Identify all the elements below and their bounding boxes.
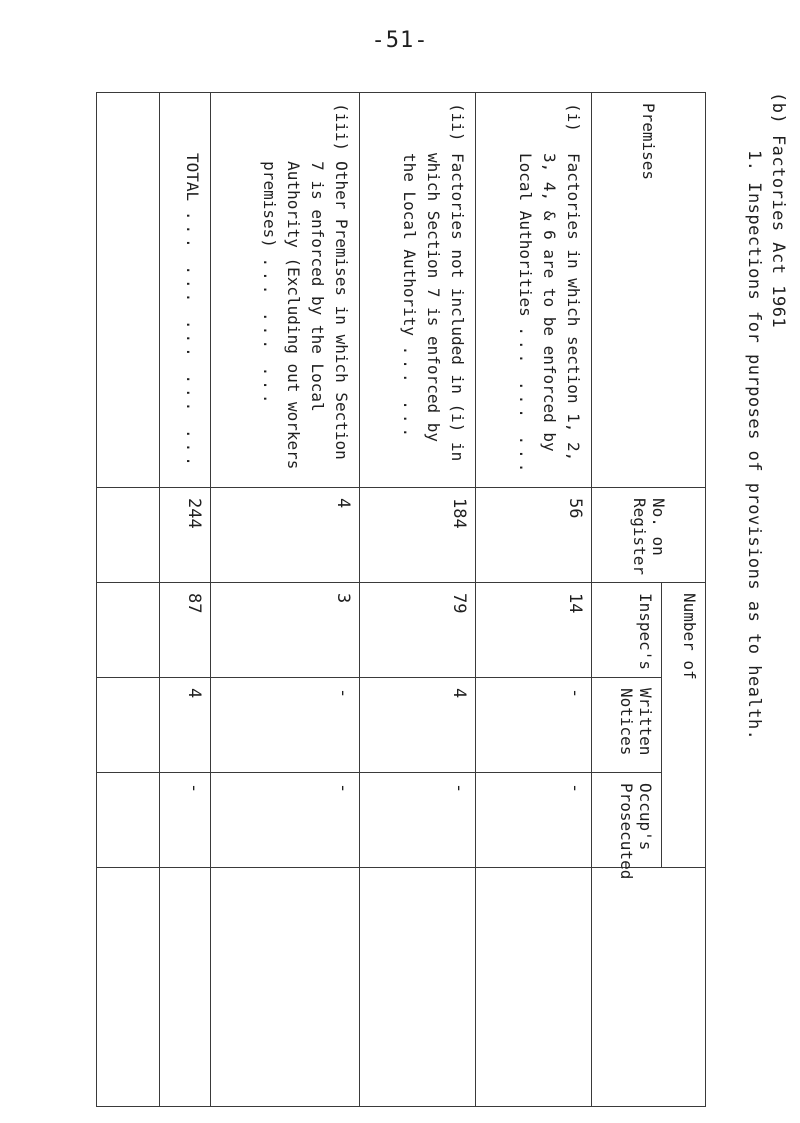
inspections-table: [96, 92, 706, 1107]
prosecuted-value: -: [476, 773, 592, 868]
subsection-heading: 1. Inspections for purposes of provisions as to health.: [744, 150, 764, 741]
premises-cell: [160, 93, 211, 488]
leader-dots: ... ... ... ... ...: [182, 210, 202, 470]
occupiers-prosecuted-header: Occup's Prosecuted: [592, 773, 662, 868]
inspections-value: 79: [359, 583, 475, 678]
empty-cell: [160, 868, 211, 1107]
leader-dots: ... ...: [400, 345, 420, 442]
row-description: Factories not included in (i) in which Section 7 is enforced by the Local Authority: [400, 153, 468, 462]
empty-cell: [97, 773, 160, 868]
inspections-value: 14: [476, 583, 592, 678]
row-description: Other Premises in which Section 7 is enforced by the Local Authority (Excluding out workers premises): [259, 161, 351, 470]
row-description: Factories in which section 1, 2, 3, 4, & 6 are to be enforced by Local Authorities: [516, 153, 584, 462]
table-row: [476, 93, 592, 1107]
empty-cell: [97, 583, 160, 678]
total-label: TOTAL: [182, 153, 202, 202]
inspections-value: 3: [210, 583, 359, 678]
empty-cell: [97, 868, 160, 1107]
register-value: 56: [476, 488, 592, 583]
prosecuted-value: -: [210, 773, 359, 868]
prosecuted-value: -: [359, 773, 475, 868]
premises-cell: [210, 93, 359, 488]
premises-cell: [359, 93, 475, 488]
section-heading: (b) Factories Act 1961: [768, 92, 788, 329]
empty-cell: [359, 868, 475, 1107]
number-of-header: Number of: [662, 583, 706, 868]
premises-cell: [476, 93, 592, 488]
notices-value: -: [210, 678, 359, 773]
table-header-row-1: [662, 93, 706, 1107]
register-total: 244: [160, 488, 211, 583]
prosecuted-total: -: [160, 773, 211, 868]
table-row-total: [160, 93, 211, 1107]
notices-value: 4: [359, 678, 475, 773]
table-row: [210, 93, 359, 1107]
page-number: -51-: [371, 28, 429, 53]
written-notices-header: Written Notices: [592, 678, 662, 773]
empty-cell: [210, 868, 359, 1107]
empty-cell: [476, 868, 592, 1107]
notices-value: -: [476, 678, 592, 773]
empty-cell: [97, 678, 160, 773]
no-on-register-header: No. on Register: [592, 488, 706, 583]
inspections-header: Inspec's: [592, 583, 662, 678]
row-index: (iii): [331, 103, 351, 152]
inspections-total: 87: [160, 583, 211, 678]
row-index: (ii): [448, 103, 468, 142]
row-index: [180, 103, 204, 143]
table-blank-row: [97, 93, 160, 1107]
register-value: 184: [359, 488, 475, 583]
leader-dots: ... ... ...: [516, 326, 536, 477]
premises-header: Premises: [592, 93, 706, 488]
empty-header-cell: [592, 868, 706, 1107]
table-row: [359, 93, 475, 1107]
empty-cell: [97, 488, 160, 583]
empty-cell: [97, 93, 160, 488]
row-index: (i): [564, 103, 584, 132]
register-value: 4: [210, 488, 359, 583]
leader-dots: ... ... ...: [259, 257, 279, 408]
notices-total: 4: [160, 678, 211, 773]
